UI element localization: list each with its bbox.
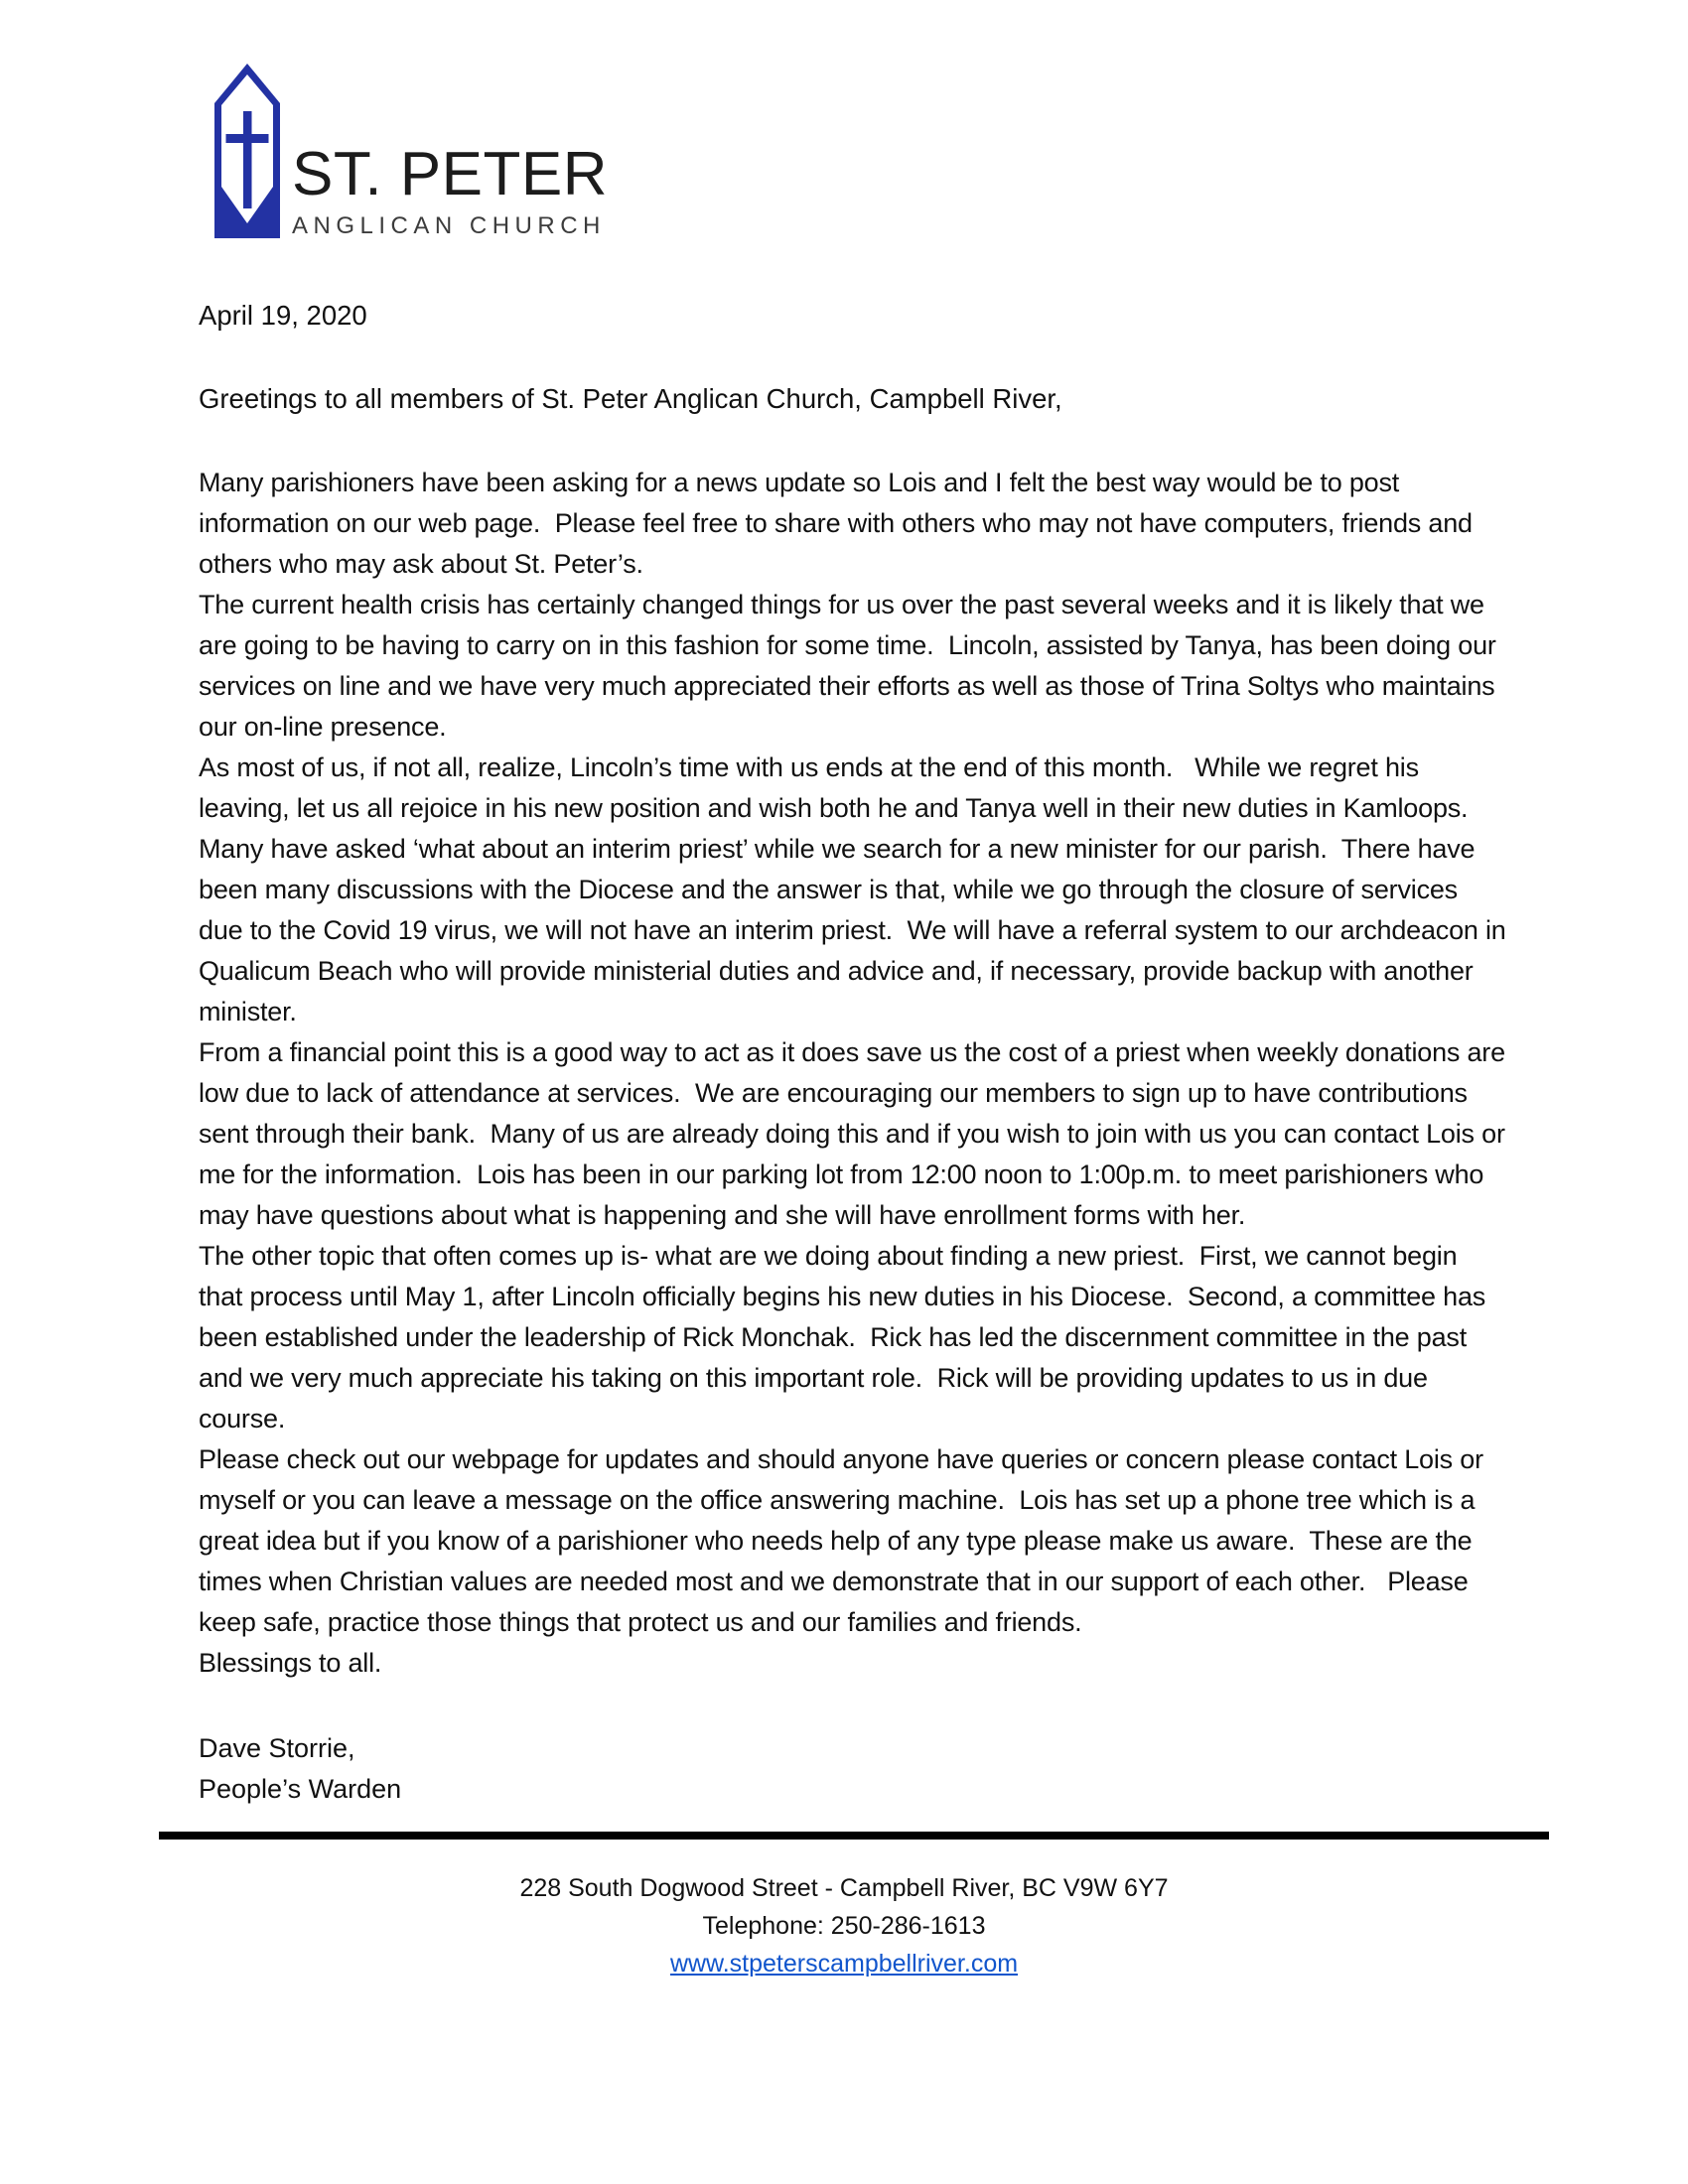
footer-address: 228 South Dogwood Street - Campbell River, BC V9W 6Y7: [519, 1874, 1169, 1902]
letter-paragraph: The current health crisis has certainly changed things for us over the past several weeks and it is likely that we are going to be having to carry on in this fashion for some time. Lincoln, assisted by Tanya, has been doing our services on line and we have very much appreciated their efforts as well as those of Trina Soltys who maintains our on-line presence.: [199, 590, 1504, 742]
signature-title: People’s Warden: [199, 1774, 402, 1804]
letter-date: April 19, 2020: [199, 300, 367, 331]
footer-divider: [159, 1832, 1549, 1840]
logo-title: ST. PETER: [292, 140, 609, 208]
footer-telephone: Telephone: 250-286-1613: [702, 1912, 986, 1940]
letter-paragraph: Please check out our webpage for updates and should anyone have queries or concern please contact Lois or myself or you can leave a message on the office answering machine. Lois has set up a phone tree which is a great idea but if you know of a parishioner who needs help of any type please make us aware. These are the times when Christian values are needed most and we demonstrate that in our support of each other. Please keep safe, practice those things that protect us and our families and friends.: [199, 1444, 1491, 1637]
church-logo: [211, 62, 1688, 240]
letter-footer: [0, 1869, 1688, 1982]
letter-body: [199, 463, 1513, 1684]
signature-block: [199, 1728, 1688, 1810]
logo-subtitle: ANGLICAN CHURCH: [292, 212, 606, 239]
signature-name: Dave Storrie,: [199, 1733, 355, 1763]
letter-paragraph: Many have asked ‘what about an interim priest’ while we search for a new minister for our parish. There have been many discussions with the Diocese and the answer is that, while we go through the closure of services due to the Covid 19 virus, we will not have an interim priest. We will have a referral system to our archdeacon in Qualicum Beach who will provide ministerial duties and advice and, if necessary, provide backup with another minister.: [199, 834, 1513, 1026]
church-steeple-cross-icon: [211, 62, 284, 240]
website-link[interactable]: www.stpeterscampbellriver.com: [669, 1950, 1019, 1978]
letter-paragraph: Many parishioners have been asking for a news update so Lois and I felt the best way would be to post information on our web page. Please feel free to share with others who may not have computers, friends and others who may ask about St. Peter’s.: [199, 468, 1480, 579]
letter-salutation: Greetings to all members of St. Peter Anglican Church, Campbell River,: [199, 383, 1062, 414]
church-logo-text: [292, 140, 609, 240]
letter-paragraph: The other topic that often comes up is- what are we doing about finding a new priest. First, we cannot begin that process until May 1, after Lincoln officially begins his new duties in his Diocese. Second, a committee has been established under the leadership of Rick Monchak. Rick has led the discernment committee in the past and we very much appreciate his taking on this important role. Rick will be providing updates to us in due course.: [199, 1241, 1493, 1433]
letter-paragraph: As most of us, if not all, realize, Lincoln’s time with us ends at the end of this month. While we regret his leaving, let us all rejoice in his new position and wish both he and Tanya well in their new duties in Kamloops.: [199, 752, 1469, 823]
letter-paragraph: Blessings to all.: [199, 1648, 382, 1678]
letter-paragraph: From a financial point this is a good way to act as it does save us the cost of a priest when weekly donations are low due to lack of attendance at services. We are encouraging our members to sign up to have contributions sent through their bank. Many of us are already doing this and if you wish to join with us you can contact Lois or me for the information. Lois has been in our parking lot from 12:00 noon to 1:00p.m. to meet parishioners who may have questions about what is happening and she will have enrollment forms with her.: [199, 1037, 1513, 1230]
